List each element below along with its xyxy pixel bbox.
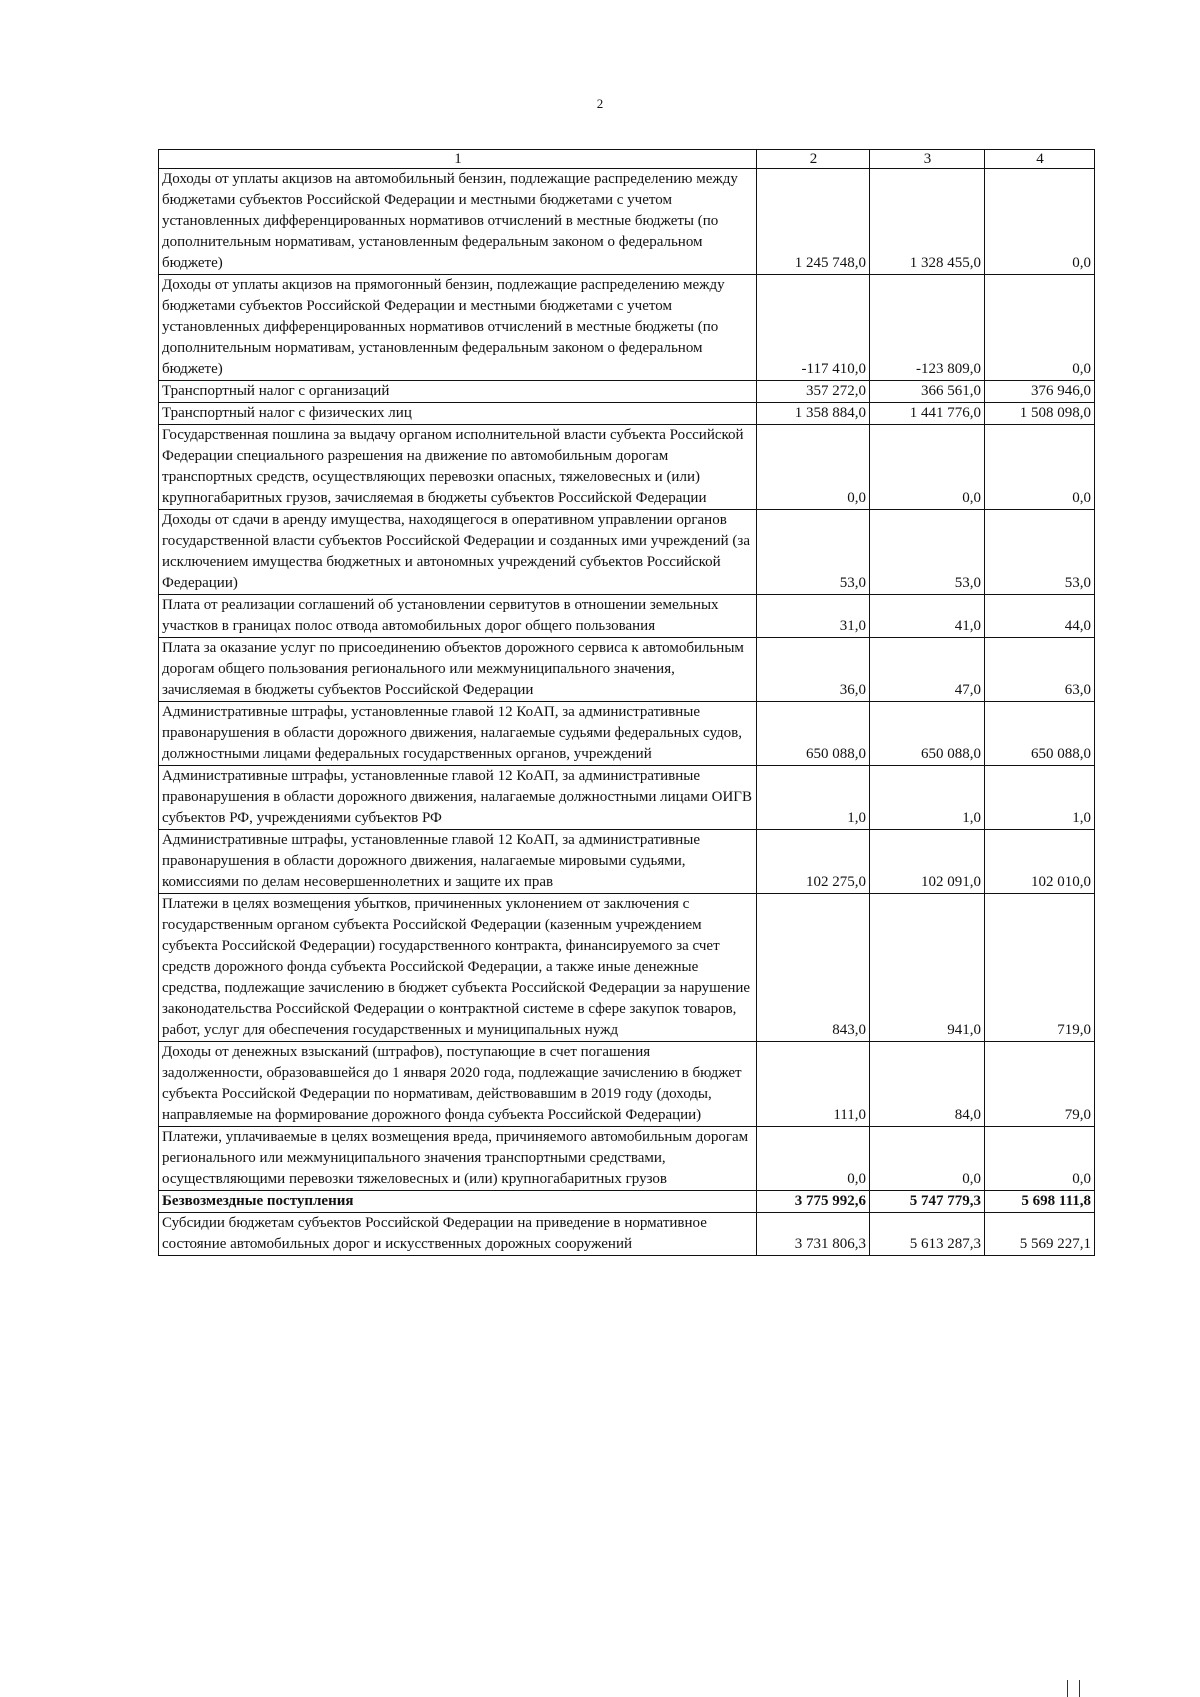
row-value-col-3: 53,0	[870, 510, 985, 595]
row-label: Плата за оказание услуг по присоединению объектов дорожного сервиса к автомобильным дорогам общего пользования регионального или межмуниципального значения, зачисляемая в бюджеты субъектов Российской Федерации	[159, 638, 757, 702]
row-value-col-3: 366 561,0	[870, 381, 985, 403]
header-col-1: 1	[159, 150, 757, 169]
row-value-col-3: 941,0	[870, 894, 985, 1042]
revenue-table	[158, 149, 1095, 1256]
table-row	[159, 702, 1095, 766]
row-label: Безвозмездные поступления	[159, 1191, 757, 1213]
row-value-col-3: 102 091,0	[870, 830, 985, 894]
row-value-col-4: 0,0	[985, 275, 1095, 381]
row-label: Доходы от денежных взысканий (штрафов), поступающие в счет погашения задолженности, образовавшейся до 1 января 2020 года, подлежащие зачислению в бюджет субъекта Российской Федерации по нормативам, действовавшим в 2019 году (доходы, направляемые на формирование дорожного фонда субъекта Российской Федерации)	[159, 1042, 757, 1127]
row-label: Доходы от уплаты акцизов на автомобильный бензин, подлежащие распределению между бюджетами субъектов Российской Федерации и местными бюджетами с учетом установленных дифференцированных нормативов отчислений в местные бюджеты (по дополнительным нормативам, установленным федеральным законом о федеральном бюджете)	[159, 169, 757, 275]
row-value-col-3: 5 747 779,3	[870, 1191, 985, 1213]
row-value-col-4: 44,0	[985, 595, 1095, 638]
table-body	[159, 169, 1095, 1256]
row-value-col-4: 102 010,0	[985, 830, 1095, 894]
row-value-col-2: 36,0	[757, 638, 870, 702]
row-value-col-2: 111,0	[757, 1042, 870, 1127]
row-label: Административные штрафы, установленные главой 12 КоАП, за административные правонарушения в области дорожного движения, налагаемые должностными лицами ОИГВ субъектов РФ, учреждениями субъектов РФ	[159, 766, 757, 830]
row-value-col-3: 41,0	[870, 595, 985, 638]
row-value-col-3: 47,0	[870, 638, 985, 702]
row-value-col-2: 650 088,0	[757, 702, 870, 766]
row-value-col-4: 0,0	[985, 1127, 1095, 1191]
row-value-col-4: 0,0	[985, 169, 1095, 275]
row-value-col-2: 0,0	[757, 1127, 870, 1191]
row-label: Платежи, уплачиваемые в целях возмещения вреда, причиняемого автомобильным дорогам регионального или межмуниципального значения транспортными средствами, осуществляющими перевозки тяжеловесных и (или) крупногабаритных грузов	[159, 1127, 757, 1191]
row-value-col-2: 3 775 992,6	[757, 1191, 870, 1213]
table-row	[159, 403, 1095, 425]
table-row	[159, 1213, 1095, 1256]
page-number: 2	[596, 96, 604, 111]
row-value-col-2: 102 275,0	[757, 830, 870, 894]
row-value-col-2: 0,0	[757, 425, 870, 510]
row-value-col-2: 843,0	[757, 894, 870, 1042]
table-row	[159, 510, 1095, 595]
row-value-col-2: 31,0	[757, 595, 870, 638]
row-value-col-4: 650 088,0	[985, 702, 1095, 766]
row-value-col-3: 84,0	[870, 1042, 985, 1127]
table-row	[159, 275, 1095, 381]
row-label: Доходы от сдачи в аренду имущества, находящегося в оперативном управлении органов государственной власти субъектов Российской Федерации и созданных ими учреждений (за исключением имущества бюджетных и автономных учреждений субъектов Российской Федерации)	[159, 510, 757, 595]
header-col-3: 3	[870, 150, 985, 169]
row-value-col-2: 1,0	[757, 766, 870, 830]
row-value-col-2: 3 731 806,3	[757, 1213, 870, 1256]
row-value-col-3: 5 613 287,3	[870, 1213, 985, 1256]
row-value-col-4: 0,0	[985, 425, 1095, 510]
row-value-col-4: 376 946,0	[985, 381, 1095, 403]
table-row	[159, 638, 1095, 702]
row-value-col-3: 0,0	[870, 425, 985, 510]
table-row	[159, 766, 1095, 830]
row-value-col-4: 719,0	[985, 894, 1095, 1042]
row-label: Государственная пошлина за выдачу органом исполнительной власти субъекта Российской Федерации специального разрешения на движение по автомобильным дорогам транспортных средств, осуществляющих перевозки опасных, тяжеловесных и (или) крупногабаритных грузов, зачисляемая в бюджеты субъектов Российской Федерации	[159, 425, 757, 510]
table-row	[159, 1191, 1095, 1213]
row-label: Субсидии бюджетам субъектов Российской Федерации на приведение в нормативное состояние автомобильных дорог и искусственных дорожных сооружений	[159, 1213, 757, 1256]
row-label: Транспортный налог с физических лиц	[159, 403, 757, 425]
row-value-col-4: 53,0	[985, 510, 1095, 595]
row-label: Административные штрафы, установленные главой 12 КоАП, за административные правонарушения в области дорожного движения, налагаемые мировыми судьями, комиссиями по делам несовершеннолетних и защите их прав	[159, 830, 757, 894]
table-row	[159, 1127, 1095, 1191]
row-value-col-3: 1 441 776,0	[870, 403, 985, 425]
row-label: Плата от реализации соглашений об установлении сервитутов в отношении земельных участков в границах полос отвода автомобильных дорог общего пользования	[159, 595, 757, 638]
row-value-col-4: 5 698 111,8	[985, 1191, 1095, 1213]
row-value-col-2: 53,0	[757, 510, 870, 595]
table-row	[159, 381, 1095, 403]
row-value-col-2: 1 245 748,0	[757, 169, 870, 275]
row-value-col-4: 63,0	[985, 638, 1095, 702]
row-value-col-4: 79,0	[985, 1042, 1095, 1127]
row-value-col-3: 1,0	[870, 766, 985, 830]
row-value-col-4: 1,0	[985, 766, 1095, 830]
corner-mark	[1065, 1680, 1091, 1697]
row-value-col-3: 0,0	[870, 1127, 985, 1191]
row-label: Платежи в целях возмещения убытков, причиненных уклонением от заключения с государственным органом субъекта Российской Федерации (казенным учреждением субъекта Российской Федерации) государственного контракта, финансируемого за счет средств дорожного фонда субъекта Российской Федерации, а также иные денежные средства, подлежащие зачислению в бюджет субъекта Российской Федерации за нарушение законодательства Российской Федерации о контрактной системе в сфере закупок товаров, работ, услуг для обеспечения государственных и муниципальных нужд	[159, 894, 757, 1042]
row-value-col-3: -123 809,0	[870, 275, 985, 381]
table-row	[159, 894, 1095, 1042]
header-col-4: 4	[985, 150, 1095, 169]
row-value-col-4: 5 569 227,1	[985, 1213, 1095, 1256]
row-value-col-3: 1 328 455,0	[870, 169, 985, 275]
table-row	[159, 425, 1095, 510]
row-label: Транспортный налог с организаций	[159, 381, 757, 403]
row-value-col-3: 650 088,0	[870, 702, 985, 766]
row-label: Административные штрафы, установленные главой 12 КоАП, за административные правонарушения в области дорожного движения, налагаемые судьями федеральных судов, должностными лицами федеральных государственных органов, учреждений	[159, 702, 757, 766]
row-value-col-2: -117 410,0	[757, 275, 870, 381]
row-value-col-2: 357 272,0	[757, 381, 870, 403]
table-row	[159, 595, 1095, 638]
row-label: Доходы от уплаты акцизов на прямогонный бензин, подлежащие распределению между бюджетами субъектов Российской Федерации и местными бюджетами с учетом установленных дифференцированных нормативов отчислений в местные бюджеты (по дополнительным нормативам, установленным федеральным законом о федеральном бюджете)	[159, 275, 757, 381]
table-row	[159, 169, 1095, 275]
row-value-col-4: 1 508 098,0	[985, 403, 1095, 425]
table-row	[159, 830, 1095, 894]
header-row	[159, 150, 1095, 169]
header-col-2: 2	[757, 150, 870, 169]
table-row	[159, 1042, 1095, 1127]
row-value-col-2: 1 358 884,0	[757, 403, 870, 425]
